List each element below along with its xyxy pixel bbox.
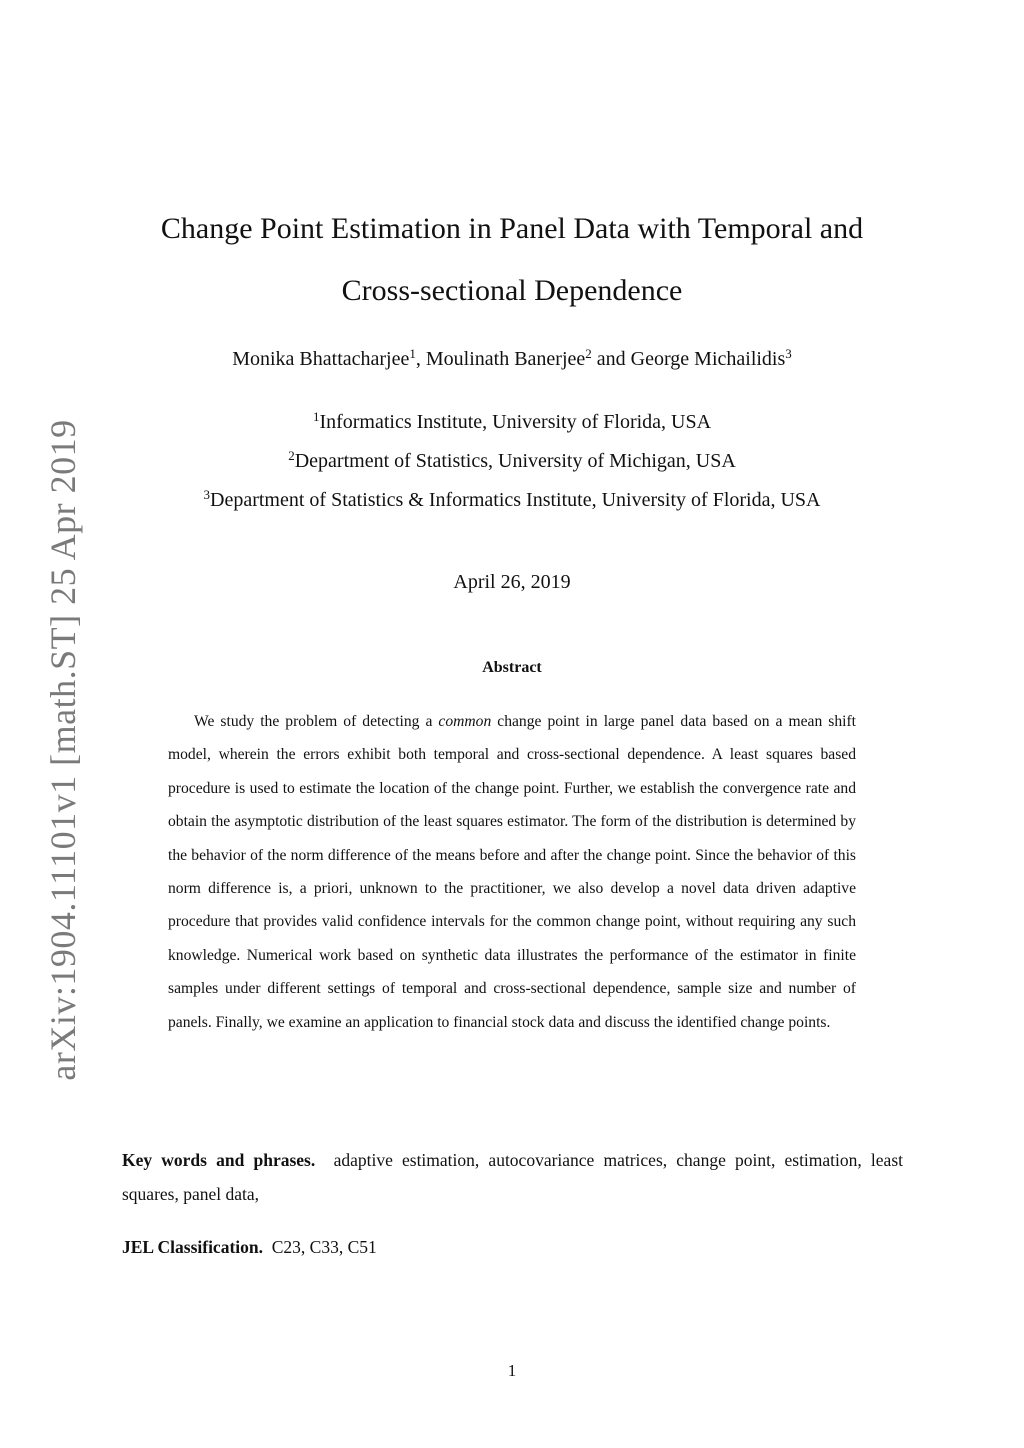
author-affil-mark: 3	[785, 346, 792, 361]
jel-label: JEL Classification.	[122, 1237, 263, 1257]
abstract-body	[168, 705, 856, 1039]
title-line-1: Change Point Estimation in Panel Data with Temporal and	[160, 212, 864, 245]
abstract-text-start: We study the problem of detecting a	[194, 713, 439, 730]
keywords-label: Key words and phrases.	[122, 1150, 316, 1170]
jel-section	[122, 1237, 377, 1258]
author-name: Moulinath Banerjee	[425, 348, 586, 370]
affiliation-text: Informatics Institute, University of Florida, USA	[319, 411, 712, 433]
keywords-section	[122, 1143, 903, 1211]
affiliation	[0, 442, 1024, 481]
affiliation-mark: 1	[312, 409, 320, 424]
affiliation-text: Department of Statistics, University of Michigan, USA	[294, 450, 736, 472]
affiliation	[0, 481, 1024, 520]
affiliation	[0, 403, 1024, 442]
affiliation-mark: 2	[288, 448, 295, 463]
keywords-text: adaptive estimation, autocovariance matrices, change point, estimation, least squares, panel data,	[122, 1150, 903, 1204]
author-affil-mark: 2	[585, 346, 592, 361]
abstract-text-rest: change point in large panel data based on a mean shift model, wherein the errors exhibit both temporal and cross-sectional dependence. A least squares based procedure is used to estimate the location of the change point. Further, we establish the convergence rate and obtain the asymptotic distribution of the least squares estimator. The form of the distribution is determined by the behavior of the norm difference of the means before and after the change point. Since the behavior of this norm difference is, a priori, unknown to the practitioner, we also develop a novel data driven adaptive procedure that provides valid confidence intervals for the common change point, without requiring any such knowledge. Numerical work based on synthetic data illustrates the performance of the estimator in finite samples under different settings of temporal and cross-sectional dependence, sample size and number of panels. Finally, we examine an application to financial stock data and discuss the identified change points.	[168, 713, 856, 1031]
arxiv-identifier: arXiv:1904.11101v1 [math.ST] 25 Apr 2019	[43, 419, 83, 1081]
author-separator: and	[591, 348, 631, 370]
author-name: Monika Bhattacharjee	[232, 348, 410, 370]
title-line-2: Cross-sectional Dependence	[341, 274, 683, 307]
jel-codes: C23, C33, C51	[271, 1237, 377, 1257]
author-affil-mark: 1	[409, 346, 416, 361]
author-list	[0, 348, 1024, 371]
abstract-heading: Abstract	[482, 659, 542, 676]
author-name: George Michailidis	[630, 348, 786, 370]
affiliation-mark: 3	[203, 487, 211, 502]
affiliation-text: Department of Statistics & Informatics Institute, University of Florida, USA	[210, 489, 821, 511]
abstract-emphasis: common	[438, 713, 492, 730]
paper-date: April 26, 2019	[453, 571, 571, 593]
author-separator: ,	[415, 348, 426, 370]
page-number: 1	[507, 1361, 517, 1380]
affiliation-list	[0, 403, 1024, 520]
paper-title	[0, 198, 1024, 322]
